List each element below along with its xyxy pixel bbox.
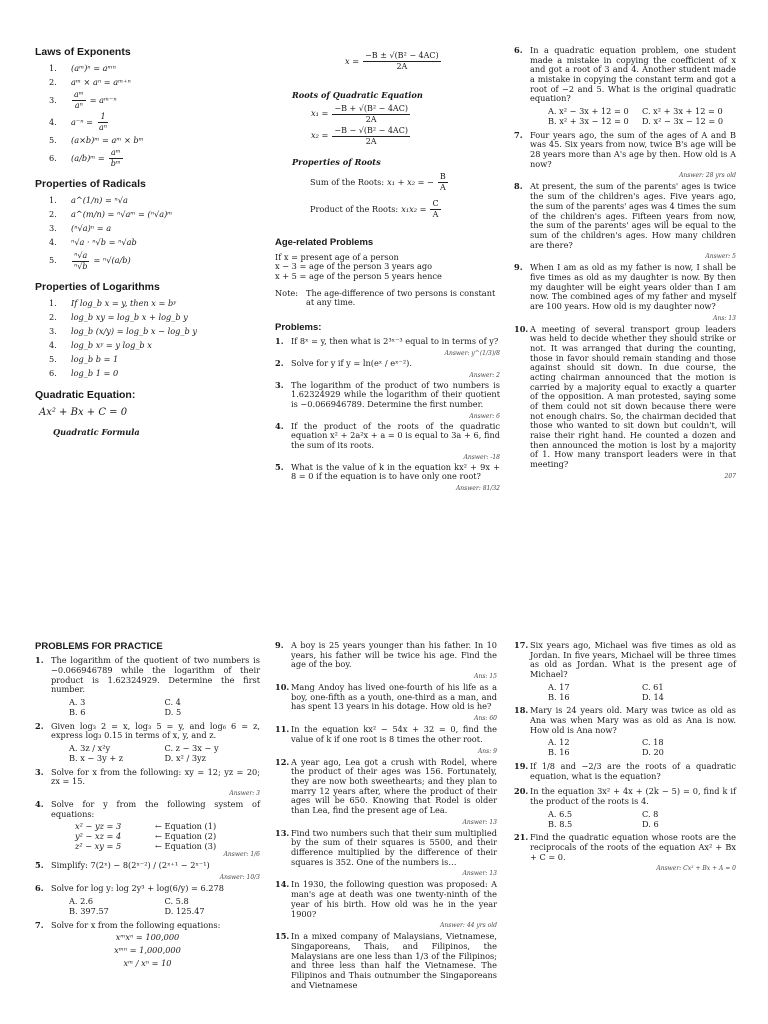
age-problems-heading: Age-related Problems (275, 237, 374, 249)
radicals-denominator: ⁿ√b (74, 261, 88, 271)
answer-choice: C. x² + 3x + 12 = 0 (642, 106, 723, 117)
logs-item-expression: log_b xʸ = y log_b x (71, 339, 152, 350)
logs-item (49, 368, 265, 379)
problem-row (275, 641, 497, 670)
logarithms-list (35, 298, 265, 379)
root-x2: x₂ = $\frac{\text{−B − √(B² − 4AC)}}{2A}$ (311, 125, 408, 146)
problem-text: Mang Andoy has lived one-fourth of his life as a boy, one-fifth as a youth, one-third as a man, and has spent 13 years in his dotage. How old is he? (291, 682, 497, 712)
problem-number: 8. (514, 181, 523, 192)
laws-numerator: 1 (100, 112, 106, 122)
problem-spacer (275, 993, 497, 996)
problem-text: If 1/8 and −2/3 are the roots of a quadratic equation, what is the equation? (530, 761, 736, 781)
problem-item (514, 833, 736, 875)
laws-fraction (97, 113, 109, 132)
answer-choice: B. 6 (69, 706, 86, 717)
laws-item-expression: (aᵐ)ⁿ = aᵐⁿ (71, 63, 116, 74)
problem-row (275, 880, 497, 919)
laws-item-expression (71, 91, 117, 110)
laws-of-exponents-heading: Laws of Exponents (35, 46, 131, 58)
problem-row (275, 725, 497, 744)
problem-row (275, 359, 500, 369)
logs-item-expression: log_b xy = log_b x + log_b y (71, 311, 188, 322)
laws-item-number: 4. (49, 117, 57, 128)
problem-row (35, 656, 260, 695)
answer-key: Answer: 6 (469, 412, 500, 420)
problem-item (275, 683, 497, 725)
laws-item (49, 149, 265, 168)
equation-row (35, 822, 260, 832)
problem-row (35, 800, 260, 819)
radicals-item-number: 4. (49, 237, 57, 248)
radicals-list (35, 196, 265, 271)
radicals-fraction (72, 252, 89, 271)
problems-list (275, 337, 500, 494)
problem-item (514, 182, 736, 263)
equation-row (35, 832, 260, 842)
logs-item (49, 298, 265, 309)
problem-number: 10. (514, 323, 529, 334)
problem-number: 1. (275, 336, 284, 347)
exponent-equation: xᵐ / xⁿ = 10 (123, 957, 172, 968)
radicals-item (49, 196, 265, 207)
answer-choices (35, 744, 260, 764)
answer-choice: D. 5 (164, 706, 182, 717)
age-note: Note: The age-difference of two persons is constant at any time. (275, 287, 496, 308)
answer-key: Answer: 81/32 (455, 485, 500, 493)
radicals-item-number: 5. (49, 255, 57, 266)
practice-list-3 (514, 641, 736, 876)
logarithms-heading: Properties of Logarithms (35, 280, 160, 293)
problem-text: A year ago, Lea got a crush with Rodel, where the product of their ages was 156. Fortunately, they are now both sweethearts; and they plan to marry 12 years after, where the product of their ages will be 650. Knowing that Rodel is older than Lea, find the present age of Lea. (291, 756, 497, 815)
answer-choices (35, 897, 260, 917)
problem-text: In the equation 3x² + 4x + (2k − 5) = 0, find k if the product of the roots is 4. (530, 786, 736, 807)
answer-choice: B. 8.5 (548, 818, 573, 829)
logs-item-expression: log_b (x/y) = log_b x − log_b y (71, 325, 197, 336)
problem-number: 15. (275, 931, 290, 942)
problem-number: 17. (514, 640, 529, 650)
laws-item-number: 6. (49, 153, 57, 164)
problem-row (275, 337, 500, 347)
problem-item (275, 829, 497, 881)
problem-number: 2. (275, 357, 284, 368)
radicals-item-expression: (ⁿ√a)ⁿ = a (71, 223, 112, 234)
radicals-rhs: = ⁿ√(a/b) (93, 255, 131, 266)
problem-text: When I am as old as my father is now, I shall be five times as old as my daughter is now. By then my daughter will be eight years older than I am now. The combined ages of my father and myself are 100 years. How old is my daughter now? (530, 262, 736, 311)
answer-choice: C. 5.8 (164, 895, 189, 906)
problem-text: A meeting of several transport group leaders was held to decide whether they should strike or not. It was arranged that during the counting, those in favor should remain standing and those against should sit down. In due course, the acting chairman announced that the motion is carried by a majority equal to exactly a quarter of the opposition. A man protested, saying some of them could not sit down because there were not enough chairs. So, the chairman decided that those who wanted to sit down but couldn't, will raise their right hand. He counted a dozen and then announced the motion is lost by a majority of 1. How many transport leaders were in that meeting? (530, 323, 736, 470)
answer-choice: C. 4 (164, 696, 181, 707)
logs-item (49, 354, 265, 365)
answer-choice: C. 61 (642, 681, 664, 692)
answer-key: Answer: 5 (705, 253, 736, 261)
answer-key: Ans: 9 (477, 747, 497, 755)
answer-key: Answer: -18 (463, 453, 500, 461)
problem-number: 6. (514, 45, 523, 55)
problem-item (35, 861, 260, 884)
laws-of-exponents-list (35, 63, 265, 168)
answer-key: Answer: 13 (462, 870, 497, 878)
logs-item-number: 1. (49, 297, 57, 308)
radicals-item-number: 2. (49, 209, 57, 220)
problem-row (514, 263, 736, 311)
problem-row (514, 706, 736, 735)
problem-text: Given log₃ 2 = x, log₃ 5 = y, and log₆ 6 = z, express log₃ 0.15 in terms of x, y, and z. (51, 720, 260, 741)
roots-heading: Roots of Quadratic Equation (292, 90, 423, 100)
equation-label: ← Equation (3) (155, 840, 217, 851)
logs-item-number: 4. (49, 339, 57, 350)
problem-row (275, 829, 497, 868)
problem-number: 10. (275, 682, 290, 693)
laws-rhs: = aᵐ⁻ⁿ (89, 95, 117, 106)
laws-item-expression: aᵐ × aⁿ = aᵐ⁺ⁿ (71, 77, 131, 88)
logs-item-expression: log_b 1 = 0 (71, 367, 119, 378)
problem-number: 3. (275, 379, 284, 390)
practice-column-2 (275, 641, 497, 996)
radicals-item (49, 224, 265, 235)
answer-choice: D. x² − 3x − 12 = 0 (642, 115, 724, 126)
answer-choice: A. 3z / x²y (69, 742, 111, 753)
laws-denominator: bᵐ (110, 159, 121, 169)
problem-number: 20. (514, 786, 529, 797)
laws-lhs: (a/b)ᵐ = (71, 153, 105, 164)
equation: z² − xy = 5 (75, 840, 122, 851)
problem-item (275, 725, 497, 757)
problem-number: 6. (35, 883, 44, 894)
radicals-item-expression (71, 252, 131, 271)
radicals-item-expression: ⁿ√a · ⁿ√b = ⁿ√ab (71, 237, 137, 248)
problem-row (514, 762, 736, 781)
answer-choice: D. 6 (642, 818, 659, 829)
answer-choice: C. 8 (642, 808, 659, 819)
problem-text: Solve for x from the following: xy = 12; yz = 20; zx = 15. (51, 766, 260, 787)
problem-row (514, 787, 736, 806)
answer-key: Answer: 13 (462, 818, 497, 826)
practice-heading: PROBLEMS FOR PRACTICE (35, 641, 163, 652)
problem-item (35, 884, 260, 920)
problem-row (35, 861, 260, 871)
age-problems-list (514, 46, 736, 483)
answer-choices (514, 683, 736, 703)
answer-choices (35, 698, 260, 718)
practice-column-1 (35, 641, 260, 974)
problem-text: Six years ago, Michael was five times as old as Jordan. In five years, Michael will be three times as old as Jordan. What is the present age of Michael? (530, 640, 736, 680)
problem-text: Simplify: 7(2ˣ) − 8(2ˣ⁻²) / (2ˣ⁺¹ − 2ˣ⁻¹) (51, 860, 210, 871)
radicals-item-number: 3. (49, 223, 57, 234)
practice-column-3 (514, 641, 736, 876)
problem-row (35, 768, 260, 787)
laws-item (49, 77, 265, 88)
problem-text: At present, the sum of the parents' ages is twice the sum of the children's ages. Five years ago, the sum of the parents' ages was 4 times the sum of the children's ages. Fifteen years from now, the sum of the parents' ages will be equal to the sum of the children's ages. How many children are there? (530, 181, 736, 250)
answer-key: Answer: Cx² + Bx + A = 0 (656, 865, 736, 873)
problem-item (35, 656, 260, 721)
logs-item-expression: If log_b x = y, then x = bʸ (71, 297, 177, 308)
laws-numerator: aᵐ (74, 90, 84, 100)
age-definition-1: If x = present age of a person (275, 251, 399, 262)
radicals-item-expression: a^(m/n) = ⁿ√aᵐ = (ⁿ√a)ᵐ (71, 209, 173, 220)
answer-choices (514, 107, 736, 127)
laws-item-expression (71, 149, 124, 168)
answer-choices (514, 738, 736, 758)
problem-text: Find two numbers such that their sum multiplied by the sum of their squares is 5500, and their difference multiplied by the difference of their squares is 352. One of the numbers is… (291, 827, 497, 867)
radicals-item-number: 1. (49, 195, 57, 206)
exponent-equations (35, 933, 260, 968)
radicals-item-expression: a^(1/n) = ⁿ√a (71, 195, 128, 206)
problem-item (514, 641, 736, 706)
laws-item-number: 2. (49, 77, 57, 88)
problem-text: Four years ago, the sum of the ages of A and B was 45. Six years from now, twice B's age will be 28 years more than A's age by then. How old is A now? (530, 129, 736, 169)
answer-choice: A. 3 (69, 696, 86, 707)
laws-denominator: aⁿ (98, 123, 107, 133)
problem-item (514, 762, 736, 787)
problem-spacer (35, 971, 260, 974)
answer-choice: A. 2.6 (69, 895, 94, 906)
logs-item (49, 326, 265, 337)
equation-label: ← Equation (1) (155, 821, 217, 832)
product-of-roots: Product of the Roots: x₁x₂ = $\frac{C}{A}$ (310, 199, 439, 220)
equation-label: ← Equation (2) (155, 831, 217, 842)
problem-item (275, 381, 500, 422)
answer-key: Ans: 60 (474, 715, 497, 723)
problem-item (514, 706, 736, 762)
problem-item (514, 325, 736, 483)
problem-row (275, 932, 497, 990)
problem-row (35, 722, 260, 741)
logs-item (49, 340, 265, 351)
radicals-item (49, 252, 265, 271)
problem-number: 19. (514, 761, 529, 772)
problem-number: 18. (514, 705, 529, 716)
answer-choice: B. 16 (548, 747, 570, 758)
laws-item (49, 135, 265, 146)
exponent-equation: xᵐⁿ = 1,000,000 (114, 944, 181, 955)
problem-row (35, 921, 260, 931)
problem-text: Solve for y from the following system of equations: (51, 799, 260, 819)
problem-number: 13. (275, 827, 290, 838)
laws-denominator: aⁿ (74, 101, 83, 111)
logs-item-expression: log_b b = 1 (71, 353, 119, 364)
answer-choice: B. x² + 3x − 12 = 0 (548, 115, 629, 126)
problem-item (514, 131, 736, 183)
practice-list-1 (35, 656, 260, 974)
problem-number: 21. (514, 832, 529, 843)
problem-item (514, 46, 736, 131)
answer-key: Answer: 44 yrs old (440, 922, 497, 930)
problem-text: Solve for log y: log 2y³ + log(6/y) = 6.278 (51, 883, 224, 894)
equation: x² − yz = 3 (75, 821, 122, 832)
radicals-heading: Properties of Radicals (35, 178, 146, 191)
problem-item (35, 768, 260, 800)
laws-item-number: 3. (49, 95, 57, 106)
exponent-equation: xᵐxⁿ = 100,000 (115, 932, 180, 943)
answer-choice: A. 12 (548, 737, 570, 748)
problem-item (35, 921, 260, 975)
answer-choice: B. 397.57 (69, 905, 109, 916)
answer-choice: D. x² / 3yz (164, 752, 206, 763)
answer-choice: C. z − 3x − y (164, 742, 219, 753)
logs-item-number: 6. (49, 367, 57, 378)
problem-row (514, 46, 736, 104)
problem-number: 12. (275, 756, 290, 767)
radicals-numerator: ⁿ√a (74, 250, 88, 260)
laws-lhs: a⁻ⁿ = (71, 117, 93, 128)
problem-item (275, 758, 497, 829)
answer-choice: C. 18 (642, 737, 664, 748)
answer-choice: B. 16 (548, 691, 570, 702)
quadratic-formula-label: Quadratic Formula (53, 427, 140, 438)
logs-item (49, 312, 265, 323)
laws-item (49, 113, 265, 132)
problem-item (275, 880, 497, 932)
problem-item (275, 422, 500, 463)
answer-choice: D. 14 (642, 691, 664, 702)
problem-row (275, 758, 497, 816)
equation-row (35, 842, 260, 852)
problem-item (275, 932, 497, 996)
answer-key: Ans: 13 (713, 314, 736, 322)
problem-spacer (514, 873, 736, 876)
problem-spacer (275, 492, 500, 494)
problem-row (275, 683, 497, 712)
laws-item-expression (71, 113, 110, 132)
logs-item-number: 5. (49, 353, 57, 364)
radicals-item (49, 210, 265, 221)
answer-key: 207 (724, 472, 736, 480)
problem-text: What is the value of k in the equation kx² + 9x + 8 = 0 if the equation is to have only one root? (291, 461, 500, 482)
laws-fraction (72, 91, 86, 110)
problem-item (35, 800, 260, 861)
answer-choices (514, 810, 736, 830)
problem-spacer (514, 480, 736, 483)
age-definition-2: x − 3 = age of the person 3 years ago (275, 261, 433, 272)
logs-item-number: 3. (49, 325, 57, 336)
quadratic-heading: Quadratic Equation: (35, 389, 136, 402)
problem-row (514, 182, 736, 250)
problem-number: 4. (275, 420, 284, 431)
answer-choice: A. x² − 3x + 12 = 0 (548, 106, 629, 117)
answer-key: Answer: 28 yrs old (679, 172, 736, 180)
laws-item (49, 91, 265, 110)
problem-text: Solve for x from the following equations: (51, 919, 221, 930)
root-x1: x₁ = $\frac{\text{−B + √(B² − 4AC)}}{2A}$ (311, 103, 408, 124)
answer-choice: A. 17 (548, 681, 570, 692)
problem-item (275, 641, 497, 683)
laws-item (49, 63, 265, 74)
problem-text: In the equation kx² − 54x + 32 = 0, find the value of k if one root is 8 times the other root. (291, 724, 497, 744)
laws-item-number: 5. (49, 135, 57, 146)
problems-heading: Problems: (275, 321, 322, 333)
equation: y² − xz = 4 (75, 831, 122, 842)
problem-item (35, 722, 260, 768)
radicals-item (49, 238, 265, 249)
problem-text: Find the quadratic equation whose roots are the reciprocals of the roots of the equation Ax² + Bx + C = 0. (530, 832, 736, 862)
formulas-column-middle (275, 52, 500, 494)
logs-item-number: 2. (49, 311, 57, 322)
problem-number: 7. (35, 919, 44, 930)
laws-item-number: 1. (49, 63, 57, 74)
equation-system (35, 822, 260, 851)
formulas-column-left (35, 46, 265, 438)
answer-key: Answer: 10/3 (219, 874, 260, 882)
quadratic-formula: x = $\frac{\text{−B ± √(B² − 4AC)}}{2A}$ (345, 51, 439, 71)
answer-key: Answer: 1/6 (223, 851, 260, 859)
problem-row (514, 325, 736, 470)
problem-text: If 8ˣ = y, then what is 2³ˣ⁻³ equal to in terms of y? (291, 336, 499, 347)
problem-number: 1. (35, 655, 44, 666)
problem-number: 4. (35, 799, 44, 810)
problem-text: In a mixed company of Malaysians, Vietnamese, Singaporeans, Thais, and Filipinos, the Malaysians are one less than 1/3 of the Filipinos; and three less than half the Vietnamese. The Filipinos and Thais outnumber the Singaporeans and Vietnamese (291, 931, 497, 990)
problems-column-right (514, 46, 736, 483)
problem-text: In a quadratic equation problem, one student made a mistake in copying the coefficient of x and got a root of 3 and 4. Another student made a mistake in copying the constant term and got a root of −2 and 5. What is the original quadratic equation? (530, 45, 736, 104)
problem-item (514, 787, 736, 833)
problem-number: 5. (275, 461, 284, 472)
answer-key: Answer: 3 (229, 789, 260, 797)
problem-row (35, 884, 260, 894)
quadratic-equation: Ax² + Bx + C = 0 (39, 406, 128, 418)
problem-row (275, 381, 500, 410)
problem-text: In 1930, the following question was proposed: A man's age at death was one twenty-ninth of the year of his birth. How old was he in the year 1900? (291, 879, 497, 919)
answer-choice: D. 125.47 (164, 905, 205, 916)
problem-row (275, 463, 500, 482)
problem-number: 7. (514, 129, 523, 140)
problem-text: The logarithm of the product of two numbers is 1.62324929 while the logarithm of their quotient is −0.066946789. Determine the first number. (291, 379, 500, 409)
problem-text: A boy is 25 years younger than his father. In 10 years, his father will be twice his age. Find the age of the boy. (291, 640, 497, 670)
sum-of-roots: Sum of the Roots: x₁ + x₂ = − $\frac{B}{A}$ (310, 172, 446, 193)
problem-number: 5. (35, 860, 44, 871)
answer-key: Answer: y^(1/3)/8 (444, 349, 500, 357)
properties-of-roots-heading: Properties of Roots (292, 156, 381, 167)
laws-fraction (109, 149, 123, 168)
answer-choice: A. 6.5 (548, 808, 573, 819)
problem-item (275, 359, 500, 381)
problem-row (514, 641, 736, 680)
problem-number: 2. (35, 720, 44, 731)
answer-choice: B. x − 3y + z (69, 752, 124, 763)
answer-key: Ans: 15 (474, 673, 497, 681)
practice-list-2 (275, 641, 497, 996)
problem-item (275, 463, 500, 494)
problem-number: 11. (275, 724, 290, 735)
age-definition-3: x + 5 = age of the person 5 years hence (275, 270, 442, 281)
problem-text: Solve for y if y = ln(eˣ / eˣ⁻²). (291, 357, 412, 368)
problem-number: 14. (275, 879, 290, 890)
problem-text: If the product of the roots of the quadratic equation x² + 2a²x + a = 0 is equal to 3a + 6, find the sum of its roots. (291, 420, 500, 451)
problem-number: 9. (514, 262, 523, 273)
answer-choice: D. 20 (642, 747, 664, 758)
problem-number: 3. (35, 766, 44, 777)
laws-numerator: aᵐ (110, 148, 121, 158)
problem-row (275, 422, 500, 451)
problem-item (275, 337, 500, 359)
problem-item (514, 263, 736, 324)
problem-text: Mary is 24 years old. Mary was twice as old as Ana was when Mary was as old as Ana is now. How old is Ana now? (530, 705, 736, 735)
problem-row (514, 131, 736, 170)
problem-row (514, 833, 736, 862)
problem-text: The logarithm of the quotient of two numbers is −0.066946789 while the logarithm of their product is 1.62324929. Determine the first number. (51, 655, 260, 695)
problem-number: 9. (275, 640, 284, 650)
laws-item-expression: (a×b)ᵐ = aᵐ × bᵐ (71, 135, 144, 146)
answer-key: Answer: 2 (469, 371, 500, 379)
